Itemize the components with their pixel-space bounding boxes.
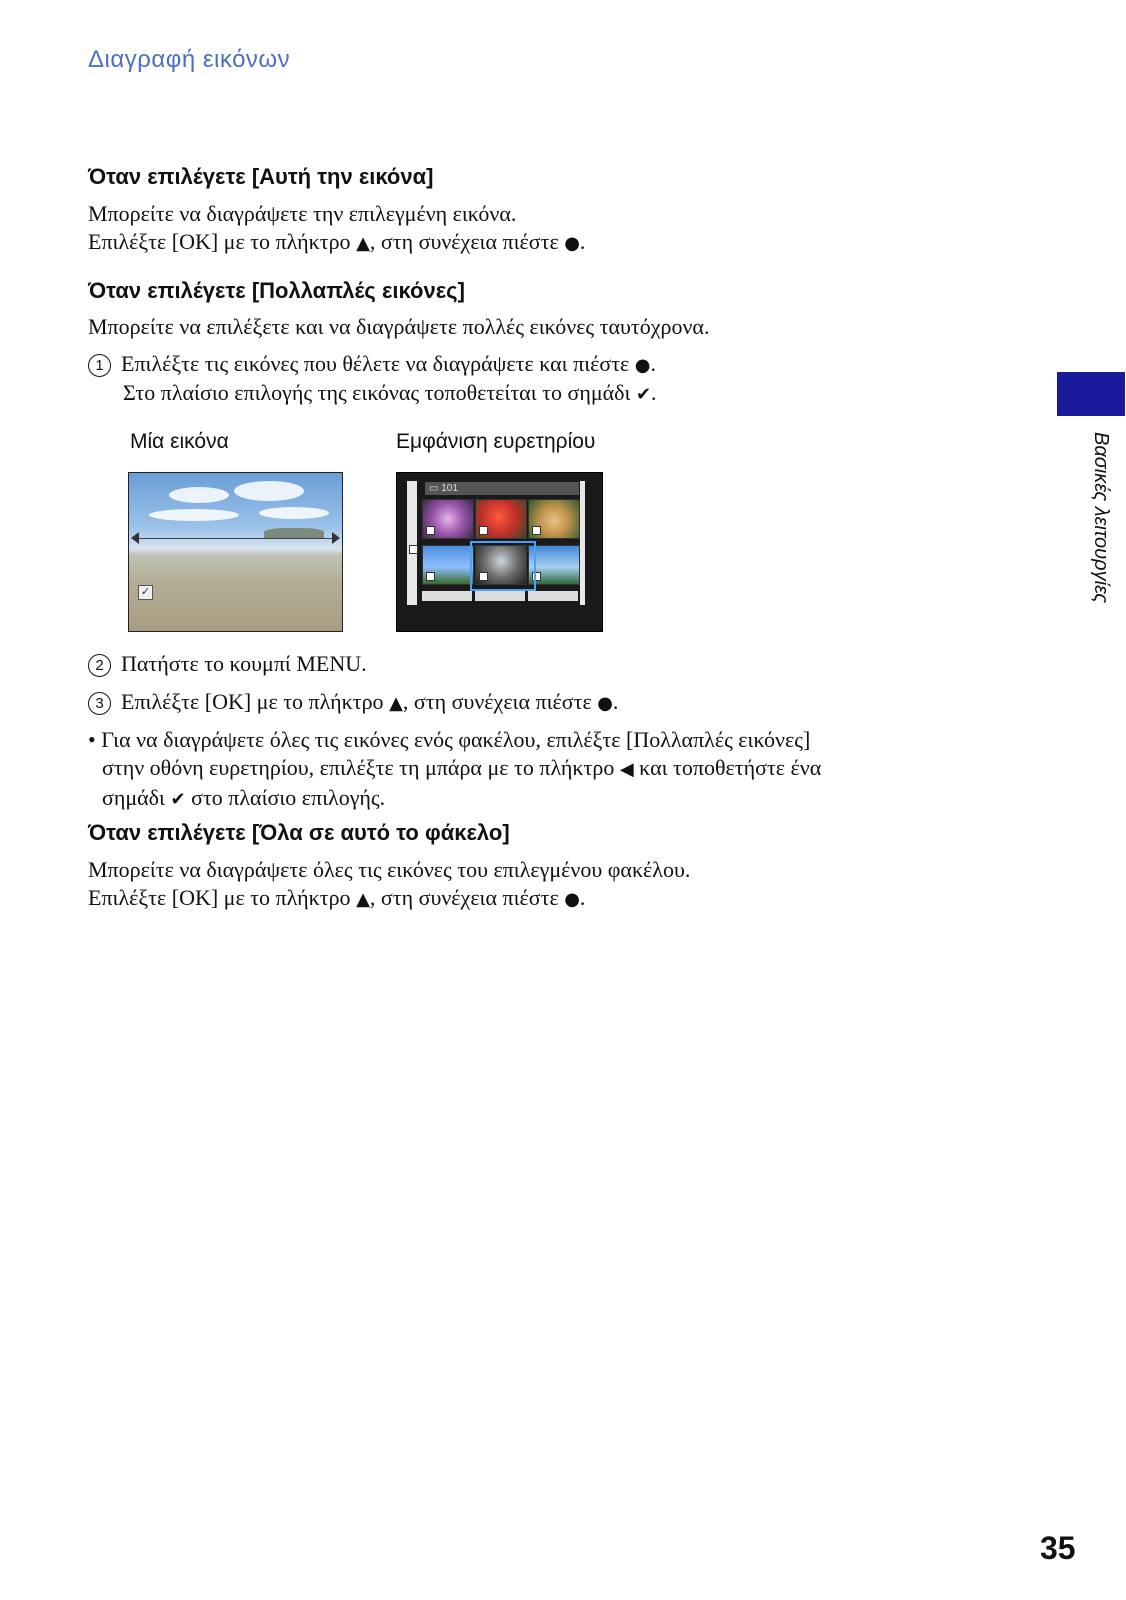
center-button-icon: ● <box>634 355 651 376</box>
left-arrow-icon <box>131 532 139 544</box>
up-triangle-icon: ▲ <box>356 889 370 910</box>
folder-label: ▭ 101 <box>425 482 579 495</box>
text-segment: . <box>579 885 586 910</box>
text-segment: Επιλέξτε [OK] με το πλήκτρο <box>121 689 390 714</box>
text-segment: . <box>612 689 619 714</box>
text-segment: . <box>650 351 657 376</box>
text-segment: και τοποθετήστε ένα <box>633 755 822 780</box>
step-1 <box>88 350 657 408</box>
text-segment: , στη συνέχεια πιέστε <box>369 229 565 254</box>
checkbox-icon <box>409 545 418 554</box>
divider <box>139 538 332 539</box>
center-button-icon: ● <box>564 889 580 910</box>
folder-number: 101 <box>441 483 458 494</box>
section3-line1: Μπορείτε να διαγράψετε όλες τις εικόνες του επιλεγμένου φακέλου. <box>88 857 691 882</box>
section1-line2 <box>88 228 585 258</box>
text-segment: Στο πλαίσιο επιλογής της εικόνας τοποθετείται το σημάδι <box>123 380 636 405</box>
text-segment: Επιλέξτε τις εικόνες που θέλετε να διαγράψετε και πιέστε <box>121 351 635 376</box>
section-title: Διαγραφή εικόνων <box>88 46 291 73</box>
thumbnail <box>422 545 474 585</box>
selection-frame <box>470 541 536 591</box>
up-triangle-icon: ▲ <box>389 693 403 714</box>
text-segment: Επιλέξτε [OK] με το πλήκτρο <box>88 885 357 910</box>
chapter-tab <box>1057 372 1125 416</box>
island-shape <box>264 528 324 538</box>
text-segment: . <box>651 380 657 405</box>
up-triangle-icon: ▲ <box>356 233 370 254</box>
single-image-preview <box>128 472 343 632</box>
step-3 <box>88 688 618 717</box>
checkmark-icon: ✔ <box>635 384 652 405</box>
bullet-line <box>88 784 821 814</box>
label-index-view: Εμφάνιση ευρετηρίου <box>396 430 596 453</box>
bullet-line: • Για να διαγράψετε όλες τις εικόνες ενός φακέλου, επιλέξτε [Πολλαπλές εικόνες] <box>88 727 811 752</box>
page-number: 35 <box>1040 1530 1076 1566</box>
text-segment: , στη συνέχεια πιέστε <box>369 885 565 910</box>
step-number: 3 <box>88 692 111 715</box>
text-segment: Πατήστε το κουμπί MENU. <box>121 651 367 676</box>
right-arrow-icon <box>332 532 340 544</box>
heading-multiple-images: Όταν επιλέγετε [Πολλαπλές εικόνες] <box>88 278 465 303</box>
section1-line1: Μπορείτε να διαγράψετε την επιλεγμένη εικόνα. <box>88 201 517 226</box>
text-segment: , στη συνέχεια πιέστε <box>402 689 598 714</box>
left-triangle-icon: ◀ <box>619 759 634 780</box>
section3-text <box>88 856 690 914</box>
thumbnail <box>528 499 580 539</box>
text-segment: Επιλέξτε [OK] με το πλήκτρο <box>88 229 357 254</box>
checkmark-icon: ✔ <box>170 789 186 810</box>
section3-line2 <box>88 884 690 914</box>
step-2 <box>88 650 367 677</box>
section2-intro: Μπορείτε να επιλέξετε και να διαγράψετε πολλές εικόνες ταυτόχρονα. <box>88 314 710 339</box>
center-button-icon: ● <box>564 233 580 254</box>
index-bar <box>407 481 417 605</box>
scrollbar <box>580 481 585 605</box>
index-view-preview <box>396 472 603 632</box>
label-single-image: Μία εικόνα <box>130 430 229 453</box>
thumbnail <box>475 499 527 539</box>
step-number: 1 <box>88 354 111 377</box>
thumbnail <box>422 499 474 539</box>
bullet-note <box>88 726 821 814</box>
bullet-line <box>88 754 821 784</box>
text-segment: στην οθόνη ευρετηρίου, επιλέξτε τη μπάρα με το πλήκτρο <box>102 755 620 780</box>
center-button-icon: ● <box>597 693 613 714</box>
checkbox-icon: ✓ <box>138 585 153 600</box>
chapter-label: Βασικές λειτουργίες <box>1090 432 1112 604</box>
text-segment: σημάδι <box>102 785 171 810</box>
heading-all-in-folder: Όταν επιλέγετε [Όλα σε αυτό το φάκελο] <box>88 820 510 845</box>
text-segment: στο πλαίσιο επιλογής. <box>185 785 386 810</box>
step-number: 2 <box>88 654 111 677</box>
text-segment: . <box>579 229 586 254</box>
section1-text <box>88 200 585 258</box>
heading-this-image: Όταν επιλέγετε [Αυτή την εικόνα] <box>88 164 434 189</box>
